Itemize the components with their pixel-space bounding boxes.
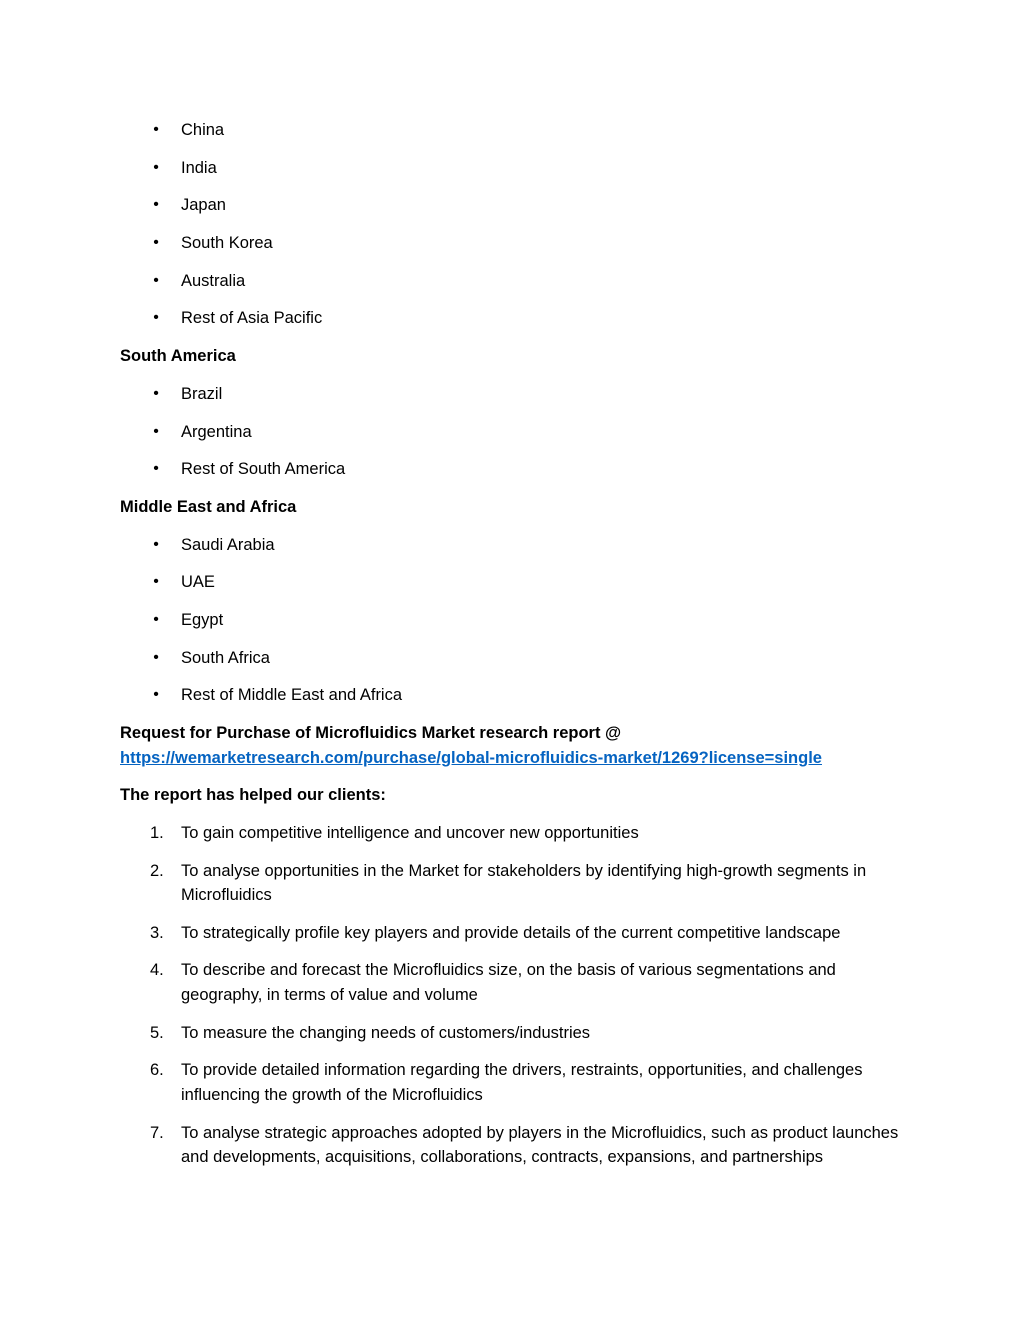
bullet-icon: •	[153, 573, 159, 591]
south-america-list	[120, 382, 910, 482]
bullet-icon: •	[153, 309, 159, 327]
list-number: 1.	[150, 823, 164, 842]
clients-heading: The report has helped our clients:	[120, 786, 386, 805]
bullet-icon: •	[153, 460, 159, 478]
list-number: 2.	[150, 861, 164, 880]
purchase-request	[120, 721, 910, 770]
list-item: 3. To strategically profile key players and provide details of the current competitive landscape	[120, 921, 910, 946]
bullet-icon: •	[153, 610, 159, 628]
bullet-icon: •	[153, 686, 159, 704]
list-item: 7. To analyse strategic approaches adopted by players in the Microfluidics, such as product launches and developments, acquisitions, collaborations, contracts, expansions, and partnerships	[120, 1121, 910, 1170]
list-item: • South Africa	[120, 646, 910, 671]
list-item: • Rest of South America	[120, 457, 910, 482]
list-number: 4.	[150, 961, 164, 980]
south-america-heading: South America	[120, 347, 236, 366]
bullet-icon: •	[153, 535, 159, 553]
list-item: • China	[120, 118, 910, 143]
list-item: • Egypt	[120, 608, 910, 633]
list-item: • India	[120, 156, 910, 181]
bullet-icon: •	[153, 422, 159, 440]
bullet-icon: •	[153, 271, 159, 289]
list-item: 4. To describe and forecast the Microfluidics size, on the basis of various segmentations and geography, in terms of value and volume	[120, 958, 910, 1007]
list-number: 6.	[150, 1061, 164, 1080]
list-number: 3.	[150, 923, 164, 942]
list-item: • Australia	[120, 269, 910, 294]
bullet-icon: •	[153, 384, 159, 402]
list-item: • Argentina	[120, 420, 910, 445]
list-item: • Brazil	[120, 382, 910, 407]
list-item: 1. To gain competitive intelligence and uncover new opportunities	[120, 821, 910, 846]
middle-east-africa-list	[120, 533, 910, 708]
list-item: • UAE	[120, 570, 910, 595]
bullet-icon: •	[153, 196, 159, 214]
purchase-request-text: Request for Purchase of Microfluidics Market research report @	[120, 724, 622, 742]
list-item: 2. To analyse opportunities in the Market for stakeholders by identifying high-growth segments in Microfluidics	[120, 859, 910, 908]
clients-list	[120, 821, 910, 1170]
list-number: 7.	[150, 1123, 164, 1142]
bullet-icon: •	[153, 234, 159, 252]
list-item: • Rest of Asia Pacific	[120, 306, 910, 331]
list-item: • South Korea	[120, 231, 910, 256]
purchase-link[interactable]: https://wemarketresearch.com/purchase/global-microfluidics-market/1269?license=single	[120, 748, 822, 767]
list-item: • Saudi Arabia	[120, 533, 910, 558]
bullet-icon: •	[153, 121, 159, 138]
list-item: • Japan	[120, 193, 910, 218]
list-item: • Rest of Middle East and Africa	[120, 683, 910, 708]
asia-pacific-list	[120, 118, 910, 331]
middle-east-africa-heading: Middle East and Africa	[120, 497, 297, 516]
bullet-icon: •	[153, 158, 159, 176]
list-item: 5. To measure the changing needs of customers/industries	[120, 1021, 910, 1046]
list-item: 6. To provide detailed information regarding the drivers, restraints, opportunities, and challenges influencing the growth of the Microfluidics	[120, 1058, 910, 1107]
document-content	[120, 118, 910, 1183]
list-number: 5.	[150, 1023, 164, 1042]
bullet-icon: •	[153, 648, 159, 666]
